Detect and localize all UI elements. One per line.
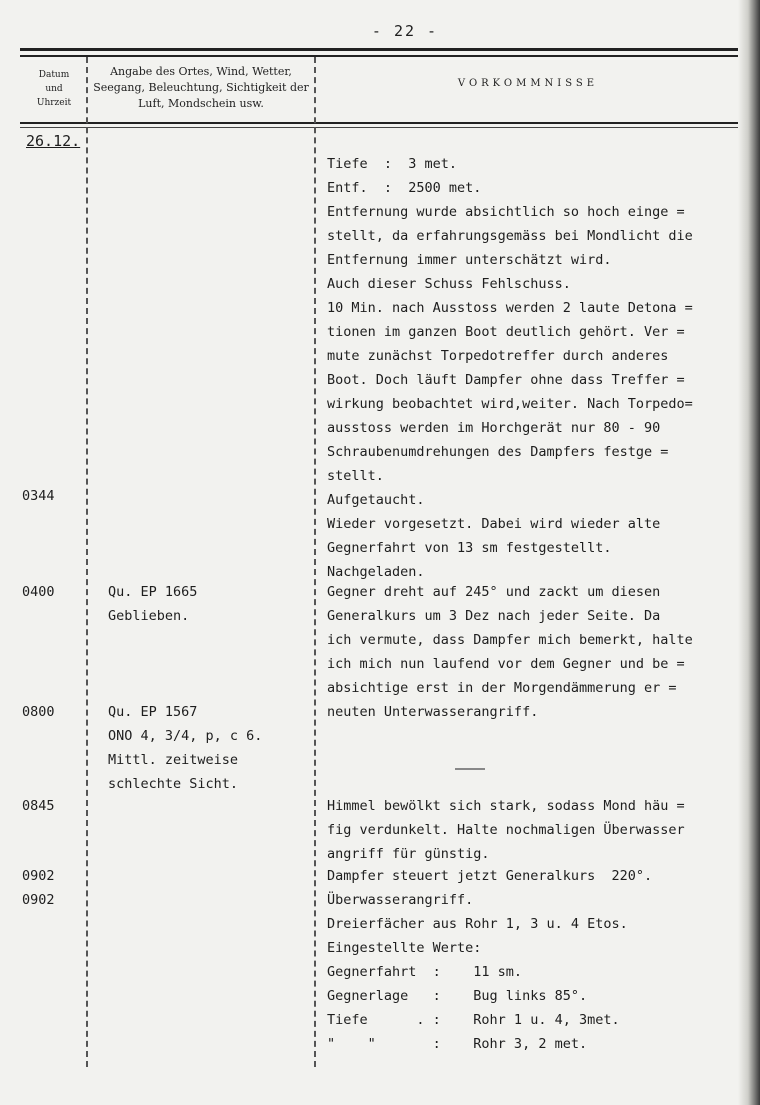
event-line: Entfernung immer unterschätzt wird. (327, 252, 612, 268)
event-line: " " : Rohr 3, 2 met. (327, 1036, 588, 1052)
location-line: Qu. EP 1567 (108, 704, 198, 720)
header-location-column: Angabe des Ortes, Wind, Wetter, Seegang, Beleuchtung, Sichtigkeit der Luft, Mondschein usw. (93, 65, 309, 110)
event-line: Gegnerfahrt von 13 sm festgestellt. (327, 540, 612, 556)
event-line: tionen im ganzen Boot deutlich gehört. Ver = (327, 324, 685, 340)
event-line: ich vermute, dass Dampfer mich bemerkt, halte (327, 632, 693, 648)
header-rule-bottom (20, 122, 738, 124)
event-line: Entf. : 2500 met. (327, 180, 482, 196)
header-rule-bottom-secondary (20, 127, 738, 128)
header-events-column: VORKOMMNISSE (457, 78, 599, 89)
time-entry: 0400 (22, 584, 55, 600)
column-divider-location (314, 57, 316, 1067)
event-line: Aufgetaucht. (327, 492, 425, 508)
event-line: Gegner dreht auf 245° und zackt um diesen (327, 584, 661, 600)
event-line: Schraubenumdrehungen des Dampfers festge = (327, 444, 669, 460)
page-edge-shadow (738, 0, 760, 1105)
page-number: - 22 - (371, 22, 439, 40)
event-line: Tiefe . : Rohr 1 u. 4, 3met. (327, 1012, 620, 1028)
event-line: stellt, da erfahrungsgemäss bei Mondlicht die (327, 228, 693, 244)
location-line: ONO 4, 3/4, p, c 6. (108, 728, 263, 744)
entry-date: 26.12. (26, 132, 81, 150)
event-line: Boot. Doch läuft Dampfer ohne dass Treffer = (327, 372, 685, 388)
event-line: mute zunächst Torpedotreffer durch anderes (327, 348, 669, 364)
location-line: schlechte Sicht. (108, 776, 239, 792)
event-line: Wieder vorgesetzt. Dabei wird wieder alte (327, 516, 661, 532)
time-entry: 0800 (22, 704, 55, 720)
event-line: Eingestellte Werte: (327, 940, 482, 956)
header-rule-top-secondary (20, 55, 738, 57)
event-line: absichtige erst in der Morgendämmerung er = (327, 680, 677, 696)
event-line: Tiefe : 3 met. (327, 156, 458, 172)
event-line: Gegnerfahrt : 11 sm. (327, 964, 523, 980)
event-line: Entfernung wurde absichtlich so hoch einge = (327, 204, 685, 220)
time-entry: 0902 (22, 868, 55, 884)
location-line: Qu. EP 1665 (108, 584, 198, 600)
event-line: fig verdunkelt. Halte nochmaligen Überwasser (327, 822, 685, 838)
separator-mark (455, 768, 485, 770)
event-line: angriff für günstig. (327, 846, 490, 862)
event-line: ich mich nun laufend vor dem Gegner und be = (327, 656, 685, 672)
time-entry: 0344 (22, 488, 55, 504)
location-line: Mittl. zeitweise (108, 752, 239, 768)
time-entry: 0902 (22, 892, 55, 908)
location-line: Geblieben. (108, 608, 190, 624)
event-line: Dreierfächer aus Rohr 1, 3 u. 4 Etos. (327, 916, 628, 932)
time-entry: 0845 (22, 798, 55, 814)
event-line: 10 Min. nach Ausstoss werden 2 laute Detona = (327, 300, 693, 316)
event-line: neuten Unterwasserangriff. (327, 704, 539, 720)
event-line: stellt. (327, 468, 384, 484)
event-line: Nachgeladen. (327, 564, 425, 580)
event-line: Himmel bewölkt sich stark, sodass Mond häu = (327, 798, 685, 814)
event-line: ausstoss werden im Horchgerät nur 80 - 90 (327, 420, 661, 436)
header-rule-top (20, 48, 738, 51)
event-line: Auch dieser Schuss Fehlschuss. (327, 276, 571, 292)
column-divider-date (86, 57, 88, 1067)
event-line: Überwasserangriff. (327, 892, 474, 908)
header-date-column: Datum und Uhrzeit (36, 70, 72, 108)
event-line: Gegnerlage : Bug links 85°. (327, 988, 588, 1004)
event-line: wirkung beobachtet wird,weiter. Nach Torpedo= (327, 396, 693, 412)
event-line: Dampfer steuert jetzt Generalkurs 220°. (327, 868, 653, 884)
event-line: Generalkurs um 3 Dez nach jeder Seite. Da (327, 608, 661, 624)
